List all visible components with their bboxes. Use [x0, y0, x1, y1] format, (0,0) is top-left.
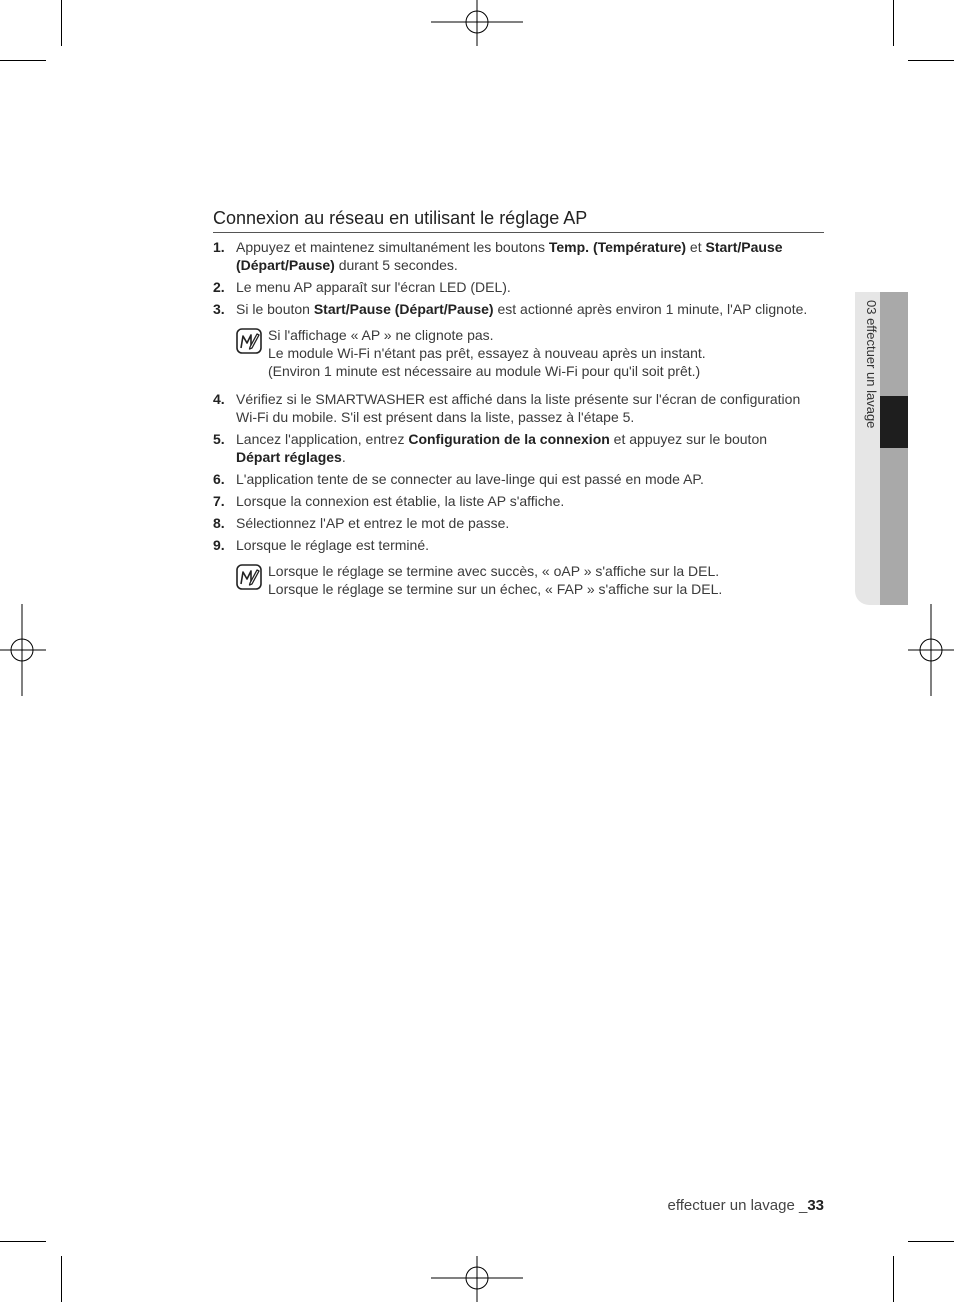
- step-emphasis: Start/Pause (Départ/Pause): [236, 239, 783, 273]
- note-pencil-icon: [236, 564, 262, 590]
- step-number: 2.: [213, 279, 225, 295]
- crop-mark: [61, 0, 62, 46]
- note-block: [213, 562, 813, 598]
- side-tab-gray-band: [880, 292, 908, 605]
- step-item: [213, 390, 813, 426]
- step-text-run: .: [341, 449, 346, 465]
- footer-text: effectuer un lavage _: [667, 1197, 808, 1214]
- step-text-run: Lorsque la connexion est établie, la liste AP s'affiche.: [236, 493, 565, 509]
- step-text-run: Vérifiez si le SMARTWASHER est affiché dans la liste présente sur l'écran de configuration Wi-Fi du mobile. S'il est présent dans la liste, passez à l'étape 5.: [236, 391, 801, 425]
- side-tab-label: 03 effectuer un lavage: [864, 300, 879, 429]
- step-text: [236, 493, 564, 509]
- steps-list: [213, 238, 813, 608]
- note-line: Le module Wi-Fi n'étant pas prêt, essayez à nouveau après un instant.: [268, 345, 706, 361]
- step-text-run: et appuyez sur le bouton: [609, 431, 768, 447]
- registration-mark-icon: [908, 604, 954, 696]
- step-item: [213, 300, 813, 318]
- note-line: (Environ 1 minute est nécessaire au module Wi-Fi pour qu'il soit prêt.): [268, 363, 701, 379]
- step-text-run: est actionné après environ 1 minute, l'AP clignote.: [493, 301, 808, 317]
- step-text-run: L'application tente de se connecter au lave-linge qui est passé en mode AP.: [236, 471, 704, 487]
- note-block: [213, 326, 813, 380]
- step-item: [213, 238, 813, 274]
- step-number: 4.: [213, 391, 225, 407]
- crop-mark: [908, 1241, 954, 1242]
- crop-mark: [61, 1256, 62, 1302]
- note-pencil-icon: [236, 328, 262, 354]
- step-number: 7.: [213, 493, 225, 509]
- crop-mark: [893, 1256, 894, 1302]
- step-emphasis: Départ réglages: [236, 449, 342, 465]
- step-text-run: Lancez l'application, entrez: [236, 431, 409, 447]
- step-emphasis: Temp. (Température): [548, 239, 687, 255]
- step-text: [236, 471, 704, 487]
- note-line: Lorsque le réglage se termine avec succès, « oAP » s'affiche sur la DEL.: [268, 563, 720, 579]
- crop-mark: [908, 60, 954, 61]
- step-text-run: durant 5 secondes.: [334, 257, 458, 273]
- step-text: [236, 301, 807, 317]
- section-title: Connexion au réseau en utilisant le réglage AP: [213, 207, 824, 233]
- step-text-run: Sélectionnez l'AP et entrez le mot de passe.: [236, 515, 510, 531]
- crop-mark: [0, 60, 46, 61]
- step-text: [236, 537, 429, 553]
- side-tab-active-marker: [880, 396, 908, 448]
- step-text: [236, 391, 800, 425]
- step-item: [213, 492, 813, 510]
- registration-mark-icon: [431, 0, 523, 46]
- step-item: [213, 536, 813, 554]
- step-text-run: Lorsque le réglage est terminé.: [236, 537, 429, 553]
- step-number: 9.: [213, 537, 225, 553]
- registration-mark-icon: [0, 604, 46, 696]
- step-item: [213, 278, 813, 296]
- step-number: 5.: [213, 431, 225, 447]
- step-number: 3.: [213, 301, 225, 317]
- step-text-run: Appuyez et maintenez simultanément les boutons: [236, 239, 549, 255]
- step-number: 6.: [213, 471, 225, 487]
- step-text: [236, 239, 783, 273]
- crop-mark: [893, 0, 894, 46]
- step-text-run: Le menu AP apparaît sur l'écran LED (DEL).: [236, 279, 511, 295]
- note-line: Lorsque le réglage se termine sur un échec, « FAP » s'affiche sur la DEL.: [268, 581, 723, 597]
- step-text-run: et: [686, 239, 706, 255]
- step-text: [236, 431, 767, 465]
- note-line: Si l'affichage « AP » ne clignote pas.: [268, 327, 494, 343]
- step-text: [236, 279, 511, 295]
- page-number: 33: [807, 1197, 824, 1214]
- step-text: [236, 515, 509, 531]
- step-number: 1.: [213, 239, 225, 255]
- step-item: [213, 470, 813, 488]
- step-emphasis: Start/Pause (Départ/Pause): [313, 301, 494, 317]
- page-footer: [667, 1197, 824, 1214]
- step-number: 8.: [213, 515, 225, 531]
- registration-mark-icon: [431, 1256, 523, 1302]
- crop-mark: [0, 1241, 46, 1242]
- step-item: [213, 430, 813, 466]
- step-text-run: Si le bouton: [236, 301, 314, 317]
- step-item: [213, 514, 813, 532]
- step-emphasis: Configuration de la connexion: [408, 431, 610, 447]
